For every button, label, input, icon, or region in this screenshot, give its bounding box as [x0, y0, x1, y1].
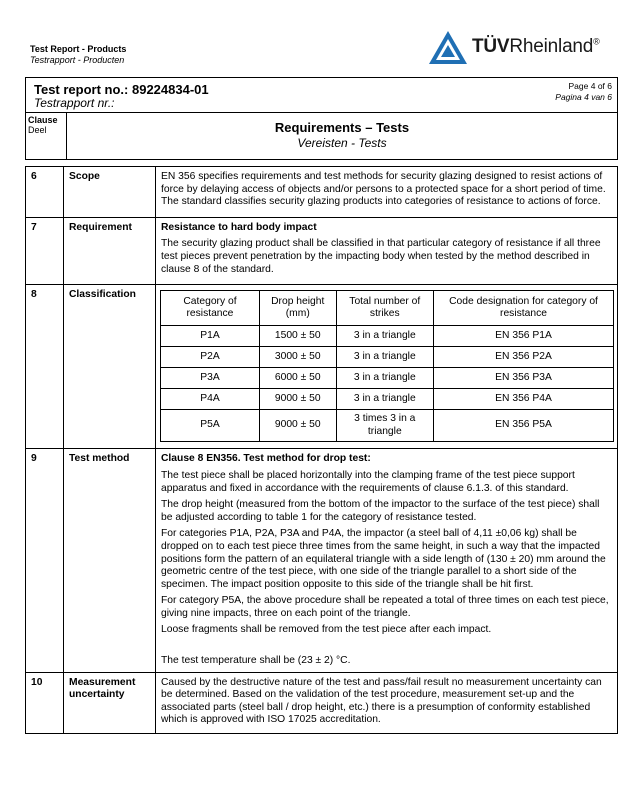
drop-height-cell: 3000 ± 50 — [259, 347, 336, 368]
clause-content — [156, 217, 618, 284]
test-method-paragraph: The drop height (measured from the bottom of the impactor to the surface of the test piece) shall be adjusted according to table 1 for the category of resistance tested. — [161, 499, 600, 523]
drop-height-cell: 1500 ± 50 — [259, 326, 336, 347]
requirement-text: The security glazing product shall be classified in that particular category of resistance if all three test pieces prevent penetration by the impacting body when tested by the method described in clause 8 of the standard. — [161, 238, 601, 275]
classification-header: Code designation for category of resistance — [434, 291, 614, 326]
classification-row — [161, 389, 614, 410]
test-method-paragraph: For category P5A, the above procedure shall be repeated a total of three times on each test piece, giving nine impacts, three on each point of the triangle. — [161, 595, 609, 619]
classification-row — [161, 326, 614, 347]
scope-text: EN 356 specifies requirements and test methods for security glazing designed to resist actions of force by delaying access of objects and/or persons to a protected space for a short period of time. The standard classifies security glazing products into categories of resistance to actions of force. — [161, 171, 606, 208]
category-cell: P3A — [161, 368, 260, 389]
clause-label: Requirement — [64, 217, 156, 284]
report-header — [30, 44, 126, 65]
clause-number: 6 — [26, 167, 64, 218]
classification-row — [161, 368, 614, 389]
classification-table — [160, 290, 614, 442]
classification-header: Total number of strikes — [336, 291, 433, 326]
table-row — [26, 285, 618, 449]
strikes-cell: 3 times 3 in a triangle — [336, 410, 433, 442]
classification-row — [161, 347, 614, 368]
tuv-rheinland-logo — [428, 30, 613, 66]
category-cell: P4A — [161, 389, 260, 410]
section-title-cell — [67, 113, 618, 160]
category-cell: P1A — [161, 326, 260, 347]
table-row — [26, 449, 618, 672]
clause-label: Scope — [64, 167, 156, 218]
category-cell: P2A — [161, 347, 260, 368]
clause-number: 7 — [26, 217, 64, 284]
classification-header: Category of resistance — [161, 291, 260, 326]
uncertainty-text: Caused by the destructive nature of the test and pass/fail result no measurement uncertainty can be determined. Based on the validation of the test procedure, measurement set-up and the associated parts (steel ball / drop height, etc.) there is a presumption of conformity established which is approved with ISO 17025 accreditation. — [161, 676, 602, 726]
clause-content — [156, 449, 618, 672]
clause-content — [156, 672, 618, 733]
page-number-nl: Pagina 4 van 6 — [555, 92, 612, 102]
classification-row — [161, 410, 614, 442]
drop-height-cell: 6000 ± 50 — [259, 368, 336, 389]
test-method-heading: Clause 8 EN356. Test method for drop test: — [161, 453, 371, 465]
clause-number: 10 — [26, 672, 64, 733]
strikes-cell: 3 in a triangle — [336, 368, 433, 389]
test-temperature: The test temperature shall be (23 ± 2) °C. — [161, 655, 351, 667]
brand-name: TÜVRheinland® — [472, 36, 600, 57]
report-info-box — [25, 77, 618, 160]
requirements-table — [25, 166, 618, 734]
clause-header: Clause Deel — [26, 113, 67, 160]
report-number-cell — [26, 78, 618, 113]
drop-height-cell: 9000 ± 50 — [259, 389, 336, 410]
strikes-cell: 3 in a triangle — [336, 326, 433, 347]
clause-number: 8 — [26, 285, 64, 449]
requirement-heading: Resistance to hard body impact — [161, 221, 317, 233]
code-cell: EN 356 P4A — [434, 389, 614, 410]
section-title: Requirements – Tests — [274, 120, 410, 135]
strikes-cell: 3 in a triangle — [336, 389, 433, 410]
clause-label: Classification — [64, 285, 156, 449]
table-row — [26, 672, 618, 733]
report-type-title: Test Report - Products — [30, 44, 127, 54]
report-number-nl: Testrapport nr.: — [34, 96, 115, 110]
section-title-nl: Vereisten - Tests — [297, 136, 387, 150]
clause-label: Test method — [64, 449, 156, 672]
test-method-paragraph: The test piece shall be placed horizontally into the clamping frame of the test piece support apparatus and fixed in accordance with the requirements of clause 6.1.3. of this standard. — [161, 469, 575, 494]
code-cell: EN 356 P2A — [434, 347, 614, 368]
tuv-triangle-logo-icon — [428, 30, 468, 66]
table-row — [26, 217, 618, 284]
category-cell: P5A — [161, 410, 260, 442]
clause-content — [156, 285, 618, 449]
report-number: Test report no.: 89224834-01 — [34, 82, 209, 97]
clause-label: Measurement uncertainty — [64, 672, 156, 733]
table-row — [26, 167, 618, 218]
classification-header: Drop height (mm) — [259, 291, 336, 326]
clause-content — [156, 167, 618, 218]
drop-height-cell: 9000 ± 50 — [259, 410, 336, 442]
code-cell: EN 356 P1A — [434, 326, 614, 347]
clause-number: 9 — [26, 449, 64, 672]
test-method-paragraph: For categories P1A, P2A, P3A and P4A, the impactor (a steel ball of 4,11 ±0,06 kg) shall be dropped on to each test piece three times from the same height, in such a way that the impacted positions form the pattern of an equilateral triangle with a side length of (130 ± 20) mm around the geometric centre of the test piece, with one side of the triangle parallel to a short side of the specimen. The impact position opposite to this side of the triangle shall be hit first. — [161, 528, 606, 590]
code-cell: EN 356 P5A — [434, 410, 614, 442]
test-method-paragraph: Loose fragments shall be removed from the test piece after each impact. — [161, 624, 492, 636]
code-cell: EN 356 P3A — [434, 368, 614, 389]
report-type-subtitle: Testrapport - Producten — [30, 55, 125, 65]
strikes-cell: 3 in a triangle — [336, 347, 433, 368]
page-number: Page 4 of 6 — [568, 81, 612, 91]
